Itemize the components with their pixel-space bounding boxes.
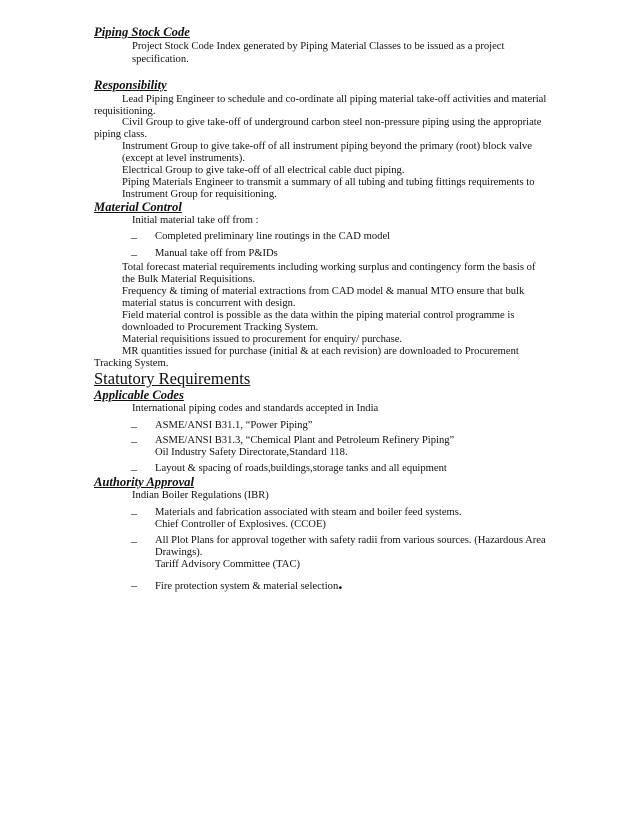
material-control-line-4: material status is concurrent with design.	[122, 298, 296, 309]
authority-approval-intro: Indian Boiler Regulations (IBR)	[132, 490, 269, 501]
authority-approval-bullet-2: All Plot Plans for approval together with safety radii from various sources. (Hazardous Area	[155, 535, 546, 546]
statutory-requirements-heading: Statutory Requirements	[94, 369, 251, 388]
material-control-line-8: MR quantities issued for purchase (initial & at each revision) are downloaded to Procurement	[122, 346, 519, 357]
authority-approval-bullet-1b: Chief Controller of Explosives. (CCOE)	[155, 519, 326, 530]
authority-approval-bullet-2c: Tariff Advisory Committee (TAC)	[155, 559, 301, 570]
bullet-dash: –	[131, 506, 137, 520]
bullet-dash: –	[131, 462, 137, 476]
bullet-dash: –	[131, 578, 137, 592]
authority-approval-heading: Authority Approval	[94, 475, 194, 489]
responsibility-line-2: requisitioning.	[94, 106, 156, 117]
piping-stock-code-text-2: specification.	[132, 54, 189, 65]
responsibility-line-4: piping class.	[94, 129, 147, 140]
material-control-line-3: Frequency & timing of material extractions from CAD model & manual MTO ensure that bulk	[122, 286, 525, 297]
responsibility-heading: Responsibility	[94, 78, 167, 92]
applicable-codes-heading: Applicable Codes	[94, 388, 184, 402]
responsibility-line-6: (except at level instruments).	[122, 153, 245, 164]
authority-approval-bullet-1: Materials and fabrication associated with steam and boiler feed systems.	[155, 507, 462, 518]
bullet-dash: –	[131, 230, 137, 244]
bullet-dash: –	[131, 247, 137, 261]
material-control-intro: Initial material take off from :	[132, 215, 259, 226]
bullet-dash: –	[131, 419, 137, 433]
material-control-line-9: Tracking System.	[94, 358, 169, 369]
bullet-dash: –	[131, 434, 137, 448]
material-control-bullet-2: Manual take off from P&IDs	[155, 248, 278, 259]
applicable-codes-bullet-3: Layout & spacing of roads,buildings,storage tanks and all equipment	[155, 463, 447, 474]
piping-stock-code-text-1: Project Stock Code Index generated by Piping Material Classes to be issued as a project	[132, 41, 505, 52]
authority-approval-bullet-3-end: .	[338, 574, 343, 593]
material-control-line-6: downloaded to Procurement Tracking System.	[122, 322, 319, 333]
material-control-line-7: Material requisitions issued to procurement for enquiry/ purchase.	[122, 334, 403, 345]
bullet-dash: –	[131, 534, 137, 548]
responsibility-line-7: Electrical Group to give take-off of all electrical cable duct piping.	[122, 165, 405, 176]
applicable-codes-intro: International piping codes and standards accepted in India	[132, 403, 379, 414]
material-control-line-5: Field material control is possible as the data within the piping material control programme is	[122, 310, 515, 321]
responsibility-line-1: Lead Piping Engineer to schedule and co-ordinate all piping material take-off activities and material	[122, 94, 547, 105]
responsibility-line-5: Instrument Group to give take-off of all instrument piping beyond the primary (root) block valve	[122, 141, 532, 152]
authority-approval-bullet-3	[155, 574, 343, 593]
piping-stock-code-heading: Piping Stock Code	[94, 25, 190, 39]
material-control-heading: Material Control	[94, 200, 182, 214]
responsibility-line-9: Instrument Group for requisitioning.	[122, 189, 277, 200]
responsibility-line-8: Piping Materials Engineer to transmit a summary of all tubing and tubing fittings requirements to	[122, 177, 535, 188]
authority-approval-bullet-2b: Drawings).	[155, 547, 203, 558]
applicable-codes-bullet-2b: Oil Industry Safety Directorate,Standard 118.	[155, 447, 348, 458]
applicable-codes-bullet-1: ASME/ANSI B31.1, “Power Piping”	[155, 420, 313, 431]
material-control-line-1: Total forecast material requirements including working surplus and contingency form the basis of	[122, 262, 536, 273]
material-control-line-2: the Bulk Material Requisitions.	[122, 274, 255, 285]
authority-approval-bullet-3-text: Fire protection system & material selection	[155, 581, 339, 592]
material-control-bullet-1: Completed preliminary line routings in the CAD model	[155, 231, 391, 242]
applicable-codes-bullet-2: ASME/ANSI B31.3, “Chemical Plant and Petroleum Refinery Piping”	[155, 435, 455, 446]
responsibility-line-3: Civil Group to give take-off of underground carbon steel non-pressure piping using the appropriate	[122, 117, 542, 128]
